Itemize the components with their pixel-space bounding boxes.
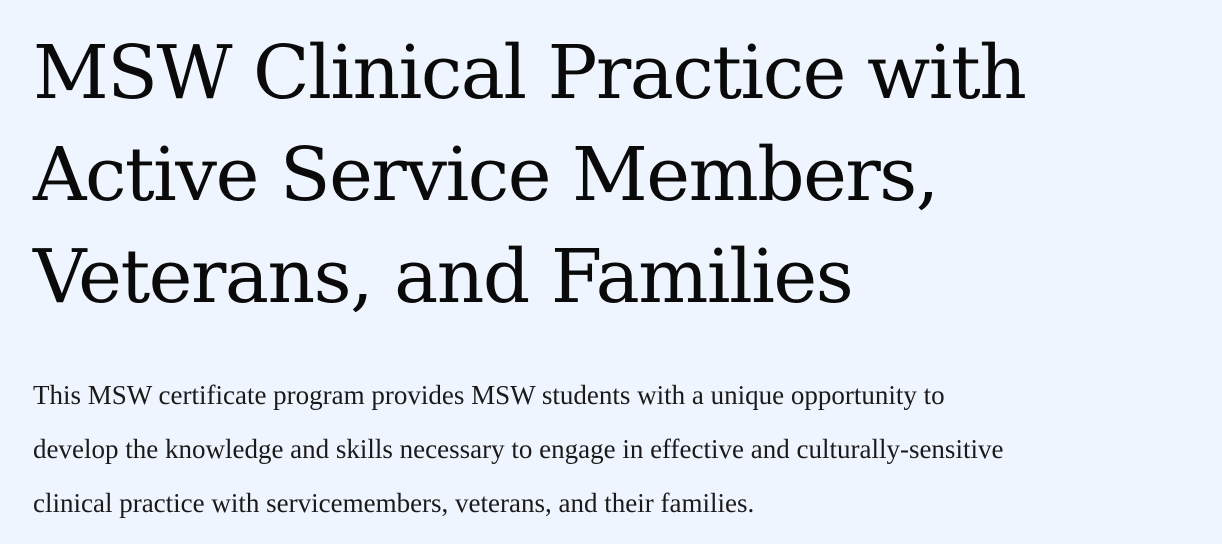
page-title-line-3: Veterans, and Families — [33, 234, 853, 320]
hero-section — [33, 0, 1213, 530]
program-description-line-1: This MSW certificate program provides MSW students with a unique opportunity to — [33, 380, 945, 410]
page-title — [33, 0, 1213, 328]
program-description — [33, 328, 1213, 530]
page-title-line-1: MSW Clinical Practice with — [33, 30, 1026, 116]
page-title-line-2: Active Service Members, — [33, 132, 938, 218]
program-description-line-3: clinical practice with servicemembers, veterans, and their families. — [33, 488, 755, 518]
program-description-line-2: develop the knowledge and skills necessary to engage in effective and culturally-sensitive — [33, 434, 1004, 464]
